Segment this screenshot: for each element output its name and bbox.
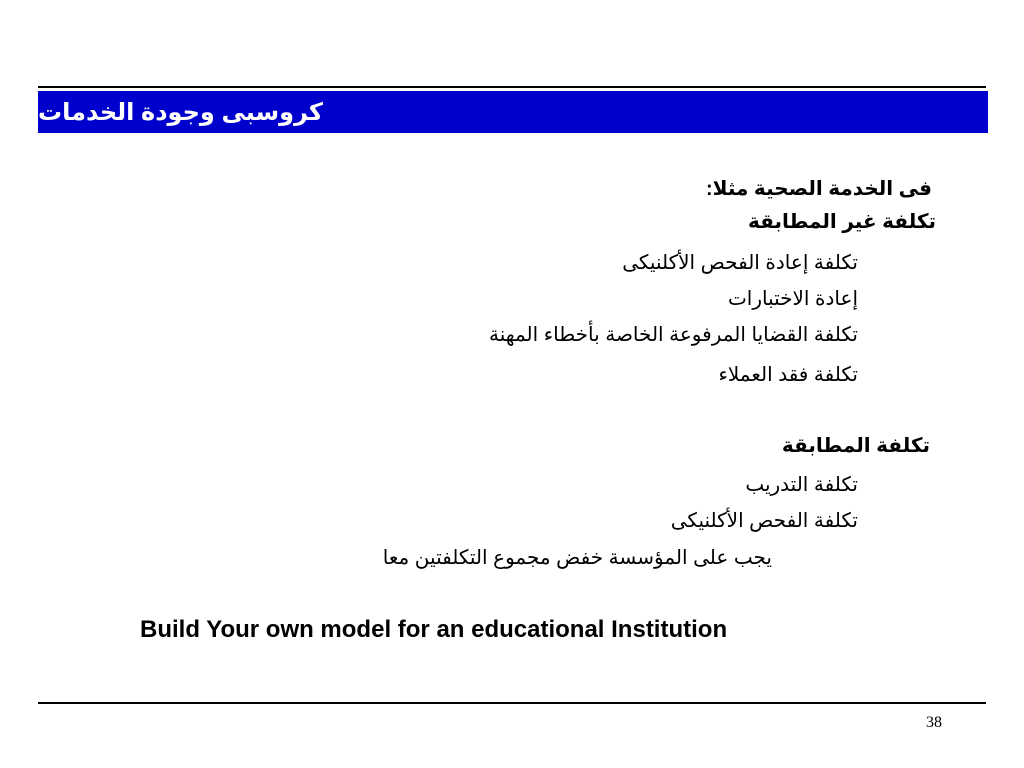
list-item: تكلفة فقد العملاء	[718, 364, 858, 386]
heading-cost-of-conformance: تكلفة المطابقة	[781, 435, 930, 457]
list-item: تكلفة التدريب	[745, 474, 858, 496]
page-number: 38	[926, 714, 942, 731]
title-bar	[38, 91, 988, 133]
conclusion-line: يجب على المؤسسة خفض مجموع التكلفتين معا	[382, 547, 772, 569]
list-item: تكلفة القضايا المرفوعة الخاصة بأخطاء المهنة	[489, 324, 858, 346]
slide-title: كروسبى وجودة الخدمات	[38, 98, 323, 126]
list-item: إعادة الاختبارات	[727, 288, 858, 310]
top-divider	[38, 86, 986, 88]
heading-cost-of-nonconformance: تكلفة غير المطابقة	[747, 211, 936, 233]
list-item: تكلفة الفحص الأكلنيكى	[670, 510, 858, 532]
bottom-divider	[38, 702, 986, 704]
english-note: Build Your own model for an educational Institution	[140, 616, 728, 643]
list-item: تكلفة إعادة الفحص الأكلنيكى	[622, 252, 858, 274]
section-intro: فى الخدمة الصحية مثلا:	[705, 178, 932, 200]
